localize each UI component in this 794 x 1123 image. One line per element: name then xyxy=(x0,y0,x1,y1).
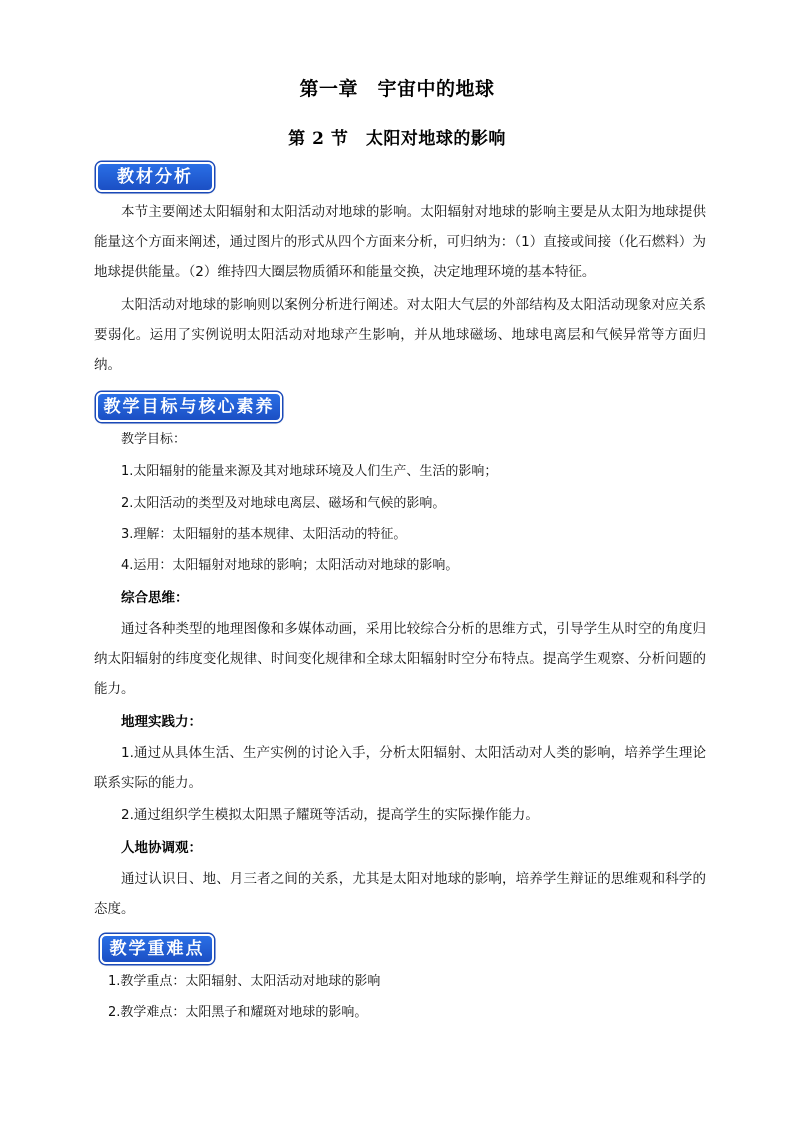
goal-item: 1.太阳辐射的能量来源及其对地球环境及人们生产、生活的影响； xyxy=(121,464,498,479)
section-badge-textbook-analysis: 教材分析 xyxy=(96,162,214,192)
harmony-paragraph: 通过认识日、地、月三者之间的关系，尤其是太阳对地球的影响，培养学生辩证的思维观和科学的态度。 xyxy=(94,871,706,917)
goal-item: 2.太阳活动的类型及对地球电离层、磁场和气候的影响。 xyxy=(121,496,446,511)
goal-item: 3.理解：太阳辐射的基本规律、太阳活动的特征。 xyxy=(121,527,407,542)
key-point: 1.教学重点：太阳辐射、太阳活动对地球的影响 xyxy=(108,974,381,989)
textbook-analysis-paragraph-2: 太阳活动对地球的影响则以案例分析进行阐述。对太阳大气层的外部结构及太阳活动现象对应关系要弱化。运用了实例说明太阳活动对地球产生影响，并从地球磁场、地球电离层和气候异常等方面归纳。 xyxy=(94,297,706,373)
section-badge-teaching-goals: 教学目标与核心素养 xyxy=(96,392,282,422)
goal-item: 4.运用：太阳辐射对地球的影响；太阳活动对地球的影响。 xyxy=(121,558,459,573)
section-title: 第 2 节 太阳对地球的影响 xyxy=(288,129,506,149)
practice-label: 地理实践力： xyxy=(121,714,202,730)
goals-label: 教学目标： xyxy=(121,432,187,447)
difficult-point: 2.教学难点：太阳黑子和耀斑对地球的影响。 xyxy=(108,1005,368,1020)
thinking-paragraph: 通过各种类型的地理图像和多媒体动画，采用比较综合分析的思维方式，引导学生从时空的角度归纳太阳辐射的纬度变化规律、时间变化规律和全球太阳辐射时空分布特点。提高学生观察、分析问题的能力。 xyxy=(94,621,706,697)
harmony-label: 人地协调观： xyxy=(121,840,202,856)
chapter-title: 第一章 宇宙中的地球 xyxy=(299,78,495,100)
practice-paragraph-1: 1.通过从具体生活、生产实例的讨论入手，分析太阳辐射、太阳活动对人类的影响，培养学生理论联系实际的能力。 xyxy=(94,745,706,791)
practice-paragraph-2: 2.通过组织学生模拟太阳黑子耀斑等活动，提高学生的实际操作能力。 xyxy=(121,807,539,823)
section-badge-key-difficult-points: 教学重难点 xyxy=(100,934,214,964)
textbook-analysis-paragraph-1: 本节主要阐述太阳辐射和太阳活动对地球的影响。太阳辐射对地球的影响主要是从太阳为地球提供能量这个方面来阐述，通过图片的形式从四个方面来分析，可归纳为：（1）直接或间接（化石燃料）为地球提供能量。（2）维持四大圈层物质循环和能量交换，决定地理环境的基本特征。 xyxy=(94,204,706,280)
thinking-label: 综合思维： xyxy=(121,590,189,606)
